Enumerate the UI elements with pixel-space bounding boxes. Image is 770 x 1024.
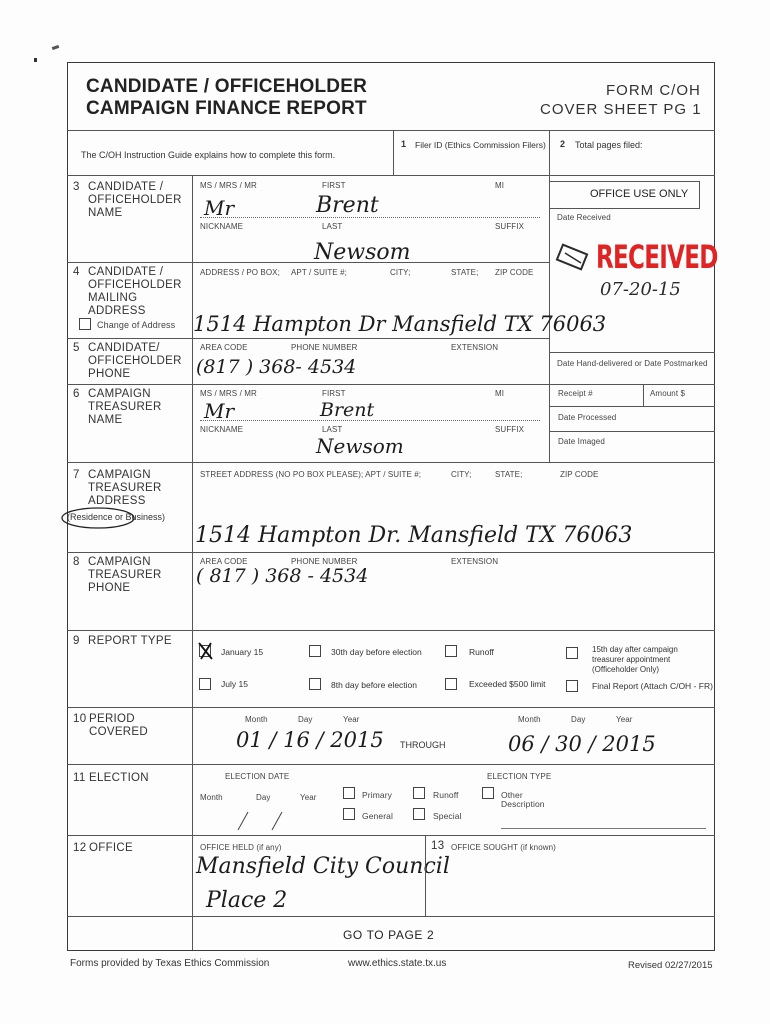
election-date-label: ELECTION DATE [225,772,290,781]
mi-label: MI [495,389,505,398]
suffix-label: SUFFIX [495,222,525,231]
special-checkbox[interactable] [413,808,425,820]
section-9-number: 9 [73,635,80,647]
section-6-label: CAMPAIGN TREASURER NAME [88,388,162,426]
section-8-number: 8 [73,556,80,568]
15th-day-checkbox[interactable] [566,647,578,659]
divider [549,384,715,385]
treasurer-title-value[interactable]: Mr [204,399,235,423]
hand-delivered-label: Date Hand-delivered or Date Postmarked [557,359,708,368]
date-received-label: Date Received [557,213,611,222]
section-5-number: 5 [73,342,80,354]
amount-label: Amount $ [650,389,686,398]
zip-label: ZIP CODE [560,470,599,479]
day-label: Day [298,715,313,724]
area-code-label: AREA CODE [200,557,248,566]
30th-day-label: 30th day before election [331,647,422,657]
final-report-checkbox[interactable] [566,680,578,692]
candidate-phone-value[interactable]: (817 ) 368- 4534 [196,356,357,378]
divider [67,384,549,385]
received-date: 07-20-15 [600,279,681,300]
section-4-label: CANDIDATE / OFFICEHOLDER MAILING ADDRESS [88,266,182,317]
description-label: Description [501,799,545,809]
filer-id-number: 1 [401,139,407,149]
divider [67,835,715,836]
section-10-number: 10 [73,713,87,725]
runoff-election-label: Runoff [433,790,459,800]
filer-id-field[interactable] [400,152,544,172]
description-line [501,828,706,829]
treasurer-last-value[interactable]: Newsom [316,434,404,458]
first-label: FIRST [322,181,346,190]
30th-day-checkbox[interactable] [309,645,321,657]
divider [549,431,715,432]
section-8-label: CAMPAIGN TREASURER PHONE [88,556,162,594]
city-label: CITY; [451,470,472,479]
ethics-url-link[interactable]: www.ethics.state.tx.us [348,958,447,969]
address-label: ADDRESS / PO BOX; [200,268,280,277]
total-pages-number: 2 [560,139,566,149]
divider [393,130,394,175]
candidate-title-value[interactable]: Mr [204,196,235,220]
form-subtitle: COVER SHEET PG 1 [540,101,702,118]
first-label: FIRST [322,389,346,398]
office-use-heading: OFFICE USE ONLY [590,188,689,200]
8th-day-label: 8th day before election [331,680,418,690]
nickname-label: NICKNAME [200,222,244,231]
primary-checkbox[interactable] [343,787,355,799]
state-label: STATE; [495,470,523,479]
revised-date: Revised 02/27/2015 [628,960,713,971]
divider [67,175,715,176]
provided-by-text: Forms provided by Texas Ethics Commission [70,958,270,969]
divider [549,406,715,407]
city-label: CITY; [390,268,411,277]
office-held-value-line2[interactable]: Place 2 [206,888,288,913]
last-label: LAST [322,222,343,231]
filer-id-label: Filer ID (Ethics Commission Filers) [415,140,546,150]
candidate-address-value[interactable]: 1514 Hampton Dr Mansfield TX 76063 [193,312,607,336]
election-year-label: Year [300,793,317,802]
8th-day-checkbox[interactable] [309,678,321,690]
area-code-label: AREA CODE [200,343,248,352]
through-label: THROUGH [400,740,446,750]
section-7-label: CAMPAIGN TREASURER ADDRESS [88,469,162,507]
divider [67,764,715,765]
exceeded-500-label: Exceeded $500 limit [469,679,546,689]
other-label: Other [501,790,523,800]
divider [549,130,550,175]
treasurer-address-value[interactable]: 1514 Hampton Dr. Mansfield TX 76063 [195,523,633,548]
election-day-label: Day [256,793,271,802]
received-stamp: RECEIVED [596,238,718,276]
zip-label: ZIP CODE [495,268,534,277]
office-sought-label: OFFICE SOUGHT (if known) [451,843,556,852]
mi-label: MI [495,181,505,190]
month-label: Month [245,715,268,724]
receipt-label: Receipt # [558,389,593,398]
divider [67,130,715,131]
form-id: FORM C/OH [606,82,701,99]
extension-label: EXTENSION [451,557,499,566]
ms-mrs-mr-label: MS / MRS / MR [200,389,257,398]
runoff-report-checkbox[interactable] [445,645,457,657]
residence-circle-icon [60,505,140,531]
divider [67,338,549,339]
runoff-election-checkbox[interactable] [413,787,425,799]
treasurer-first-value[interactable]: Brent [320,399,375,421]
form-title-line2: CAMPAIGN FINANCE REPORT [86,98,367,119]
primary-label: Primary [362,790,392,800]
section-11-label: ELECTION [89,772,149,784]
extension-label: EXTENSION [451,343,499,352]
special-label: Special [433,811,462,821]
divider [192,175,193,950]
go-to-page-2: GO TO PAGE 2 [343,928,435,942]
section-12-number: 12 [73,842,87,854]
form-title-line1: CANDIDATE / OFFICEHOLDER [86,76,367,97]
15th-day-label: 15th day after campaign treasurer appointment (Officeholder Only) [592,645,678,674]
scan-speck [52,45,60,50]
phone-number-label: PHONE NUMBER [291,343,358,352]
divider [67,462,715,463]
divider [67,707,715,708]
last-label: LAST [322,425,343,434]
suffix-label: SUFFIX [495,425,525,434]
other-checkbox[interactable] [482,787,494,799]
general-label: General [362,811,393,821]
exceeded-500-checkbox[interactable] [445,678,457,690]
state-label: STATE; [451,268,479,277]
scan-speck [34,58,37,62]
received-stamp-icon [553,243,593,275]
divider [643,384,644,406]
general-checkbox[interactable] [343,808,355,820]
residence-or-business-label: (Residence or Business) [67,512,166,522]
section-3-number: 3 [73,181,80,193]
nickname-label: NICKNAME [200,425,244,434]
july-15-checkbox[interactable] [199,678,211,690]
period-to-value[interactable]: 06 / 30 / 2015 [508,732,656,756]
instruction-text: The C/OH Instruction Guide explains how to complete this form. [81,150,336,160]
divider [67,552,715,553]
change-of-address-label: Change of Address [97,320,176,330]
candidate-first-value[interactable]: Brent [316,193,379,218]
section-7-number: 7 [73,469,80,481]
total-pages-label: Total pages filed: [575,140,643,150]
divider [425,835,426,916]
section-12-label: OFFICE [89,842,133,854]
year-label: Year [616,715,633,724]
date-processed-label: Date Processed [558,413,617,422]
month-label: Month [518,715,541,724]
section-10-label: PERIOD COVERED [89,713,148,738]
section-5-label: CANDIDATE/ OFFICEHOLDER PHONE [88,342,182,380]
office-held-value-line1[interactable]: Mansfield City Council [196,854,450,879]
section-11-number: 11 [73,772,86,784]
treasurer-phone-value[interactable]: ( 817 ) 368 - 4534 [196,565,369,587]
section-13-number: 13 [431,840,445,852]
day-label: Day [571,715,586,724]
divider [67,262,549,263]
period-from-value[interactable]: 01 / 16 / 2015 [236,728,384,752]
divider [549,352,715,353]
apt-suite-label: APT / SUITE #; [291,268,347,277]
checkmark-x-icon [196,640,216,662]
election-type-label: ELECTION TYPE [487,772,552,781]
divider [67,630,715,631]
july-15-label: July 15 [221,679,248,689]
divider [67,916,715,917]
date-imaged-label: Date Imaged [558,437,605,446]
change-of-address-checkbox[interactable] [79,318,91,330]
section-6-number: 6 [73,388,80,400]
total-pages-field[interactable] [556,152,706,172]
section-3-label: CANDIDATE / OFFICEHOLDER NAME [88,181,182,219]
office-held-label: OFFICE HELD (if any) [200,843,282,852]
ms-mrs-mr-label: MS / MRS / MR [200,181,257,190]
street-address-label: STREET ADDRESS (NO PO BOX PLEASE); APT / SUITE #; [200,470,422,479]
election-date-slashes [228,808,298,834]
candidate-last-value[interactable]: Newsom [314,240,411,265]
phone-number-label: PHONE NUMBER [291,557,358,566]
runoff-report-label: Runoff [469,647,494,657]
january-15-label: January 15 [221,647,264,657]
year-label: Year [343,715,360,724]
section-4-number: 4 [73,266,80,278]
section-9-label: REPORT TYPE [88,635,172,647]
final-report-label: Final Report (Attach C/OH - FR) [592,681,713,691]
election-month-label: Month [200,793,223,802]
